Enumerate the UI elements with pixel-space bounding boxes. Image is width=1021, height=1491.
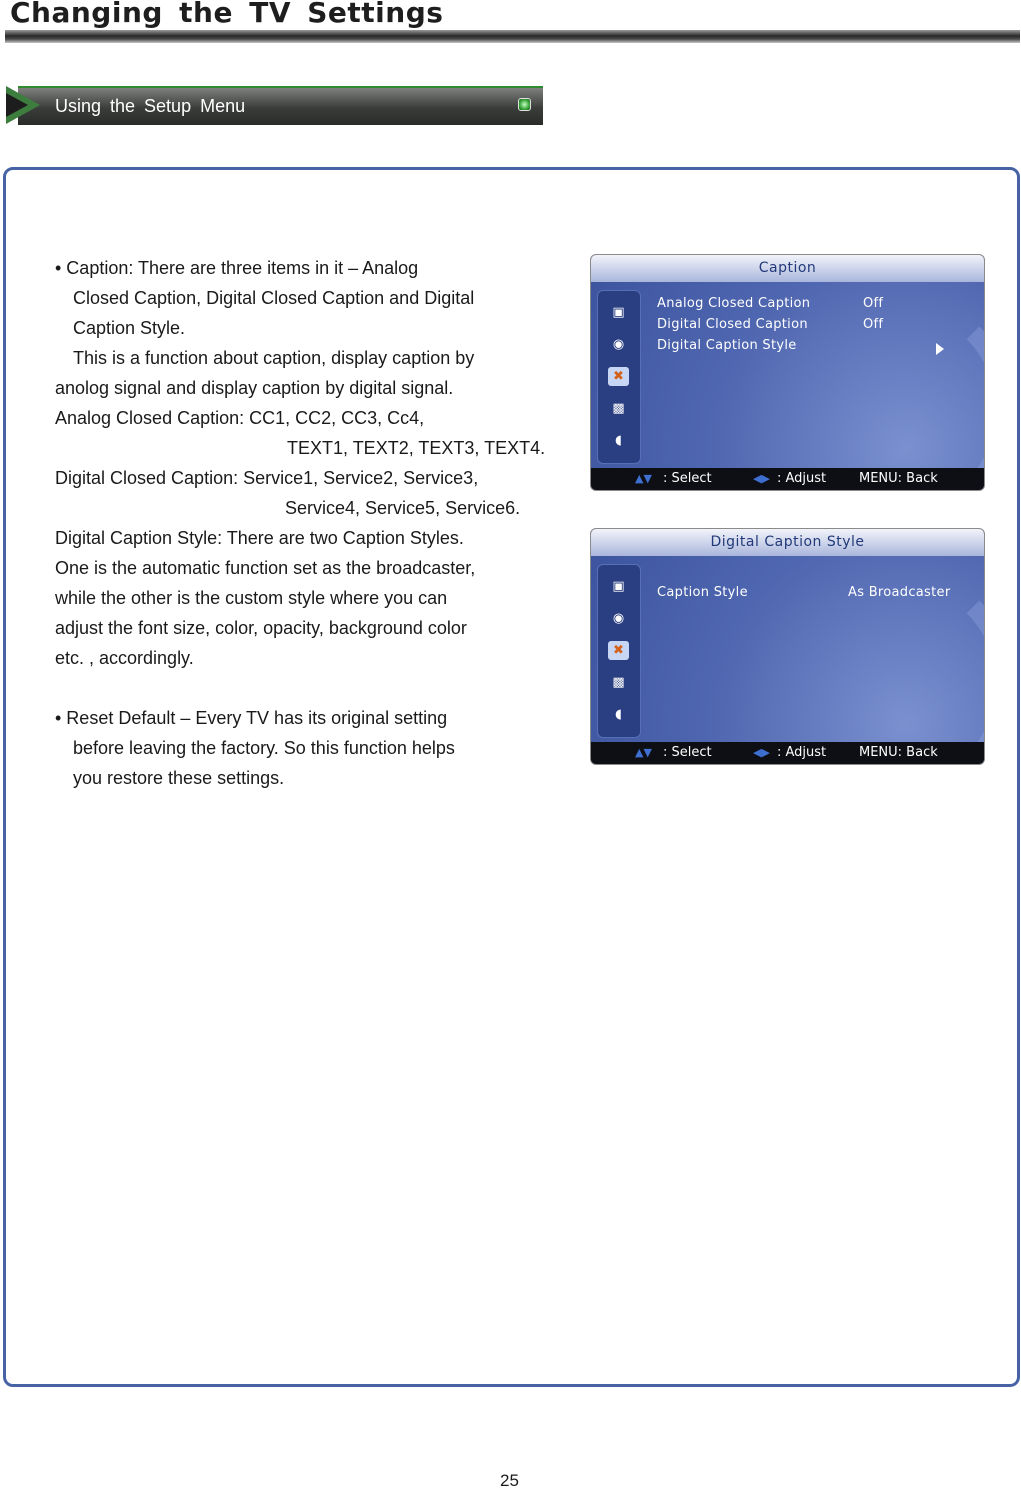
osd-item-digital-cc[interactable]: Digital Closed Caption bbox=[657, 317, 808, 332]
osd-body bbox=[591, 556, 984, 742]
osd-body bbox=[591, 282, 984, 468]
osd-digital-style-menu bbox=[590, 528, 985, 765]
osd-value-caption-style[interactable]: As Broadcaster bbox=[848, 585, 951, 600]
osd-item-caption-style[interactable]: Caption Style bbox=[657, 585, 748, 600]
footer-select: : Select bbox=[663, 471, 712, 486]
text-line: while the other is the custom style where you can bbox=[55, 588, 448, 608]
text-line: This is a function about caption, display caption by bbox=[73, 348, 475, 368]
text-line: Digital Caption Style: There are two Caption Styles. bbox=[55, 528, 464, 548]
text-line: before leaving the factory. So this function helps bbox=[73, 738, 455, 758]
text-line: anolog signal and display caption by digital signal. bbox=[55, 378, 454, 398]
osd-caption-menu bbox=[590, 254, 985, 491]
text-line: etc. , accordingly. bbox=[55, 648, 194, 668]
page-title: Changing the TV Settings bbox=[10, 0, 444, 29]
banner-arrow-inner-icon bbox=[6, 93, 28, 117]
tools-icon[interactable]: ✖ bbox=[608, 367, 629, 386]
text-line: • Reset Default – Every TV has its original setting bbox=[55, 708, 448, 728]
text-line: One is the automatic function set as the broadcaster, bbox=[55, 558, 476, 578]
page-number: 25 bbox=[500, 1471, 519, 1490]
osd-title: Caption bbox=[591, 255, 984, 282]
submenu-arrow-icon[interactable] bbox=[936, 343, 944, 355]
tools-icon[interactable]: ✖ bbox=[608, 641, 629, 660]
text-line: you restore these settings. bbox=[73, 768, 285, 788]
osd-title: Digital Caption Style bbox=[591, 529, 984, 556]
padlock-icon[interactable]: ▩ bbox=[612, 401, 625, 416]
speaker-icon[interactable]: ◉ bbox=[612, 611, 625, 626]
text-line: Closed Caption, Digital Closed Caption and Digital bbox=[73, 288, 475, 308]
osd-value-analog-cc[interactable]: Off bbox=[863, 296, 884, 311]
text-line: adjust the font size, color, opacity, background color bbox=[55, 618, 467, 638]
text-line: Caption Style. bbox=[73, 318, 186, 338]
up-down-arrows-icon: ▲▼ bbox=[635, 746, 652, 759]
left-right-arrows-icon: ◀▶ bbox=[753, 472, 770, 485]
padlock-icon[interactable]: ▩ bbox=[612, 675, 625, 690]
osd-value-digital-cc[interactable]: Off bbox=[863, 317, 884, 332]
up-down-arrows-icon: ▲▼ bbox=[635, 472, 652, 485]
footer-back: MENU: Back bbox=[859, 745, 938, 760]
text-line: • Caption: There are three items in it – Analog bbox=[55, 258, 419, 278]
footer-adjust: : Adjust bbox=[777, 745, 827, 760]
tv-screen-icon[interactable]: ▣ bbox=[612, 579, 625, 594]
title-rule bbox=[5, 30, 1020, 43]
osd-item-analog-cc[interactable]: Analog Closed Caption bbox=[657, 296, 811, 311]
footer-back: MENU: Back bbox=[859, 471, 938, 486]
banner-led-icon bbox=[518, 98, 531, 111]
text-line: TEXT1, TEXT2, TEXT3, TEXT4. bbox=[287, 438, 546, 458]
text-line: Analog Closed Caption: CC1, CC2, CC3, Cc4, bbox=[55, 408, 425, 428]
section-banner-text: Using the Setup Menu bbox=[55, 96, 246, 116]
tv-screen-icon[interactable]: ▣ bbox=[612, 305, 625, 320]
satellite-dish-icon[interactable]: ◖ bbox=[615, 433, 622, 448]
osd-icon-column bbox=[597, 564, 641, 738]
speaker-icon[interactable]: ◉ bbox=[612, 337, 625, 352]
footer-select: : Select bbox=[663, 745, 712, 760]
left-right-arrows-icon: ◀▶ bbox=[753, 746, 770, 759]
osd-icon-column bbox=[597, 290, 641, 464]
text-line: Digital Closed Caption: Service1, Service2, Service3, bbox=[55, 468, 479, 488]
footer-adjust: : Adjust bbox=[777, 471, 827, 486]
osd-footer bbox=[591, 742, 984, 764]
satellite-dish-icon[interactable]: ◖ bbox=[615, 707, 622, 722]
osd-item-digital-caption-style[interactable]: Digital Caption Style bbox=[657, 338, 797, 353]
text-line: Service4, Service5, Service6. bbox=[285, 498, 521, 518]
osd-footer bbox=[591, 468, 984, 490]
